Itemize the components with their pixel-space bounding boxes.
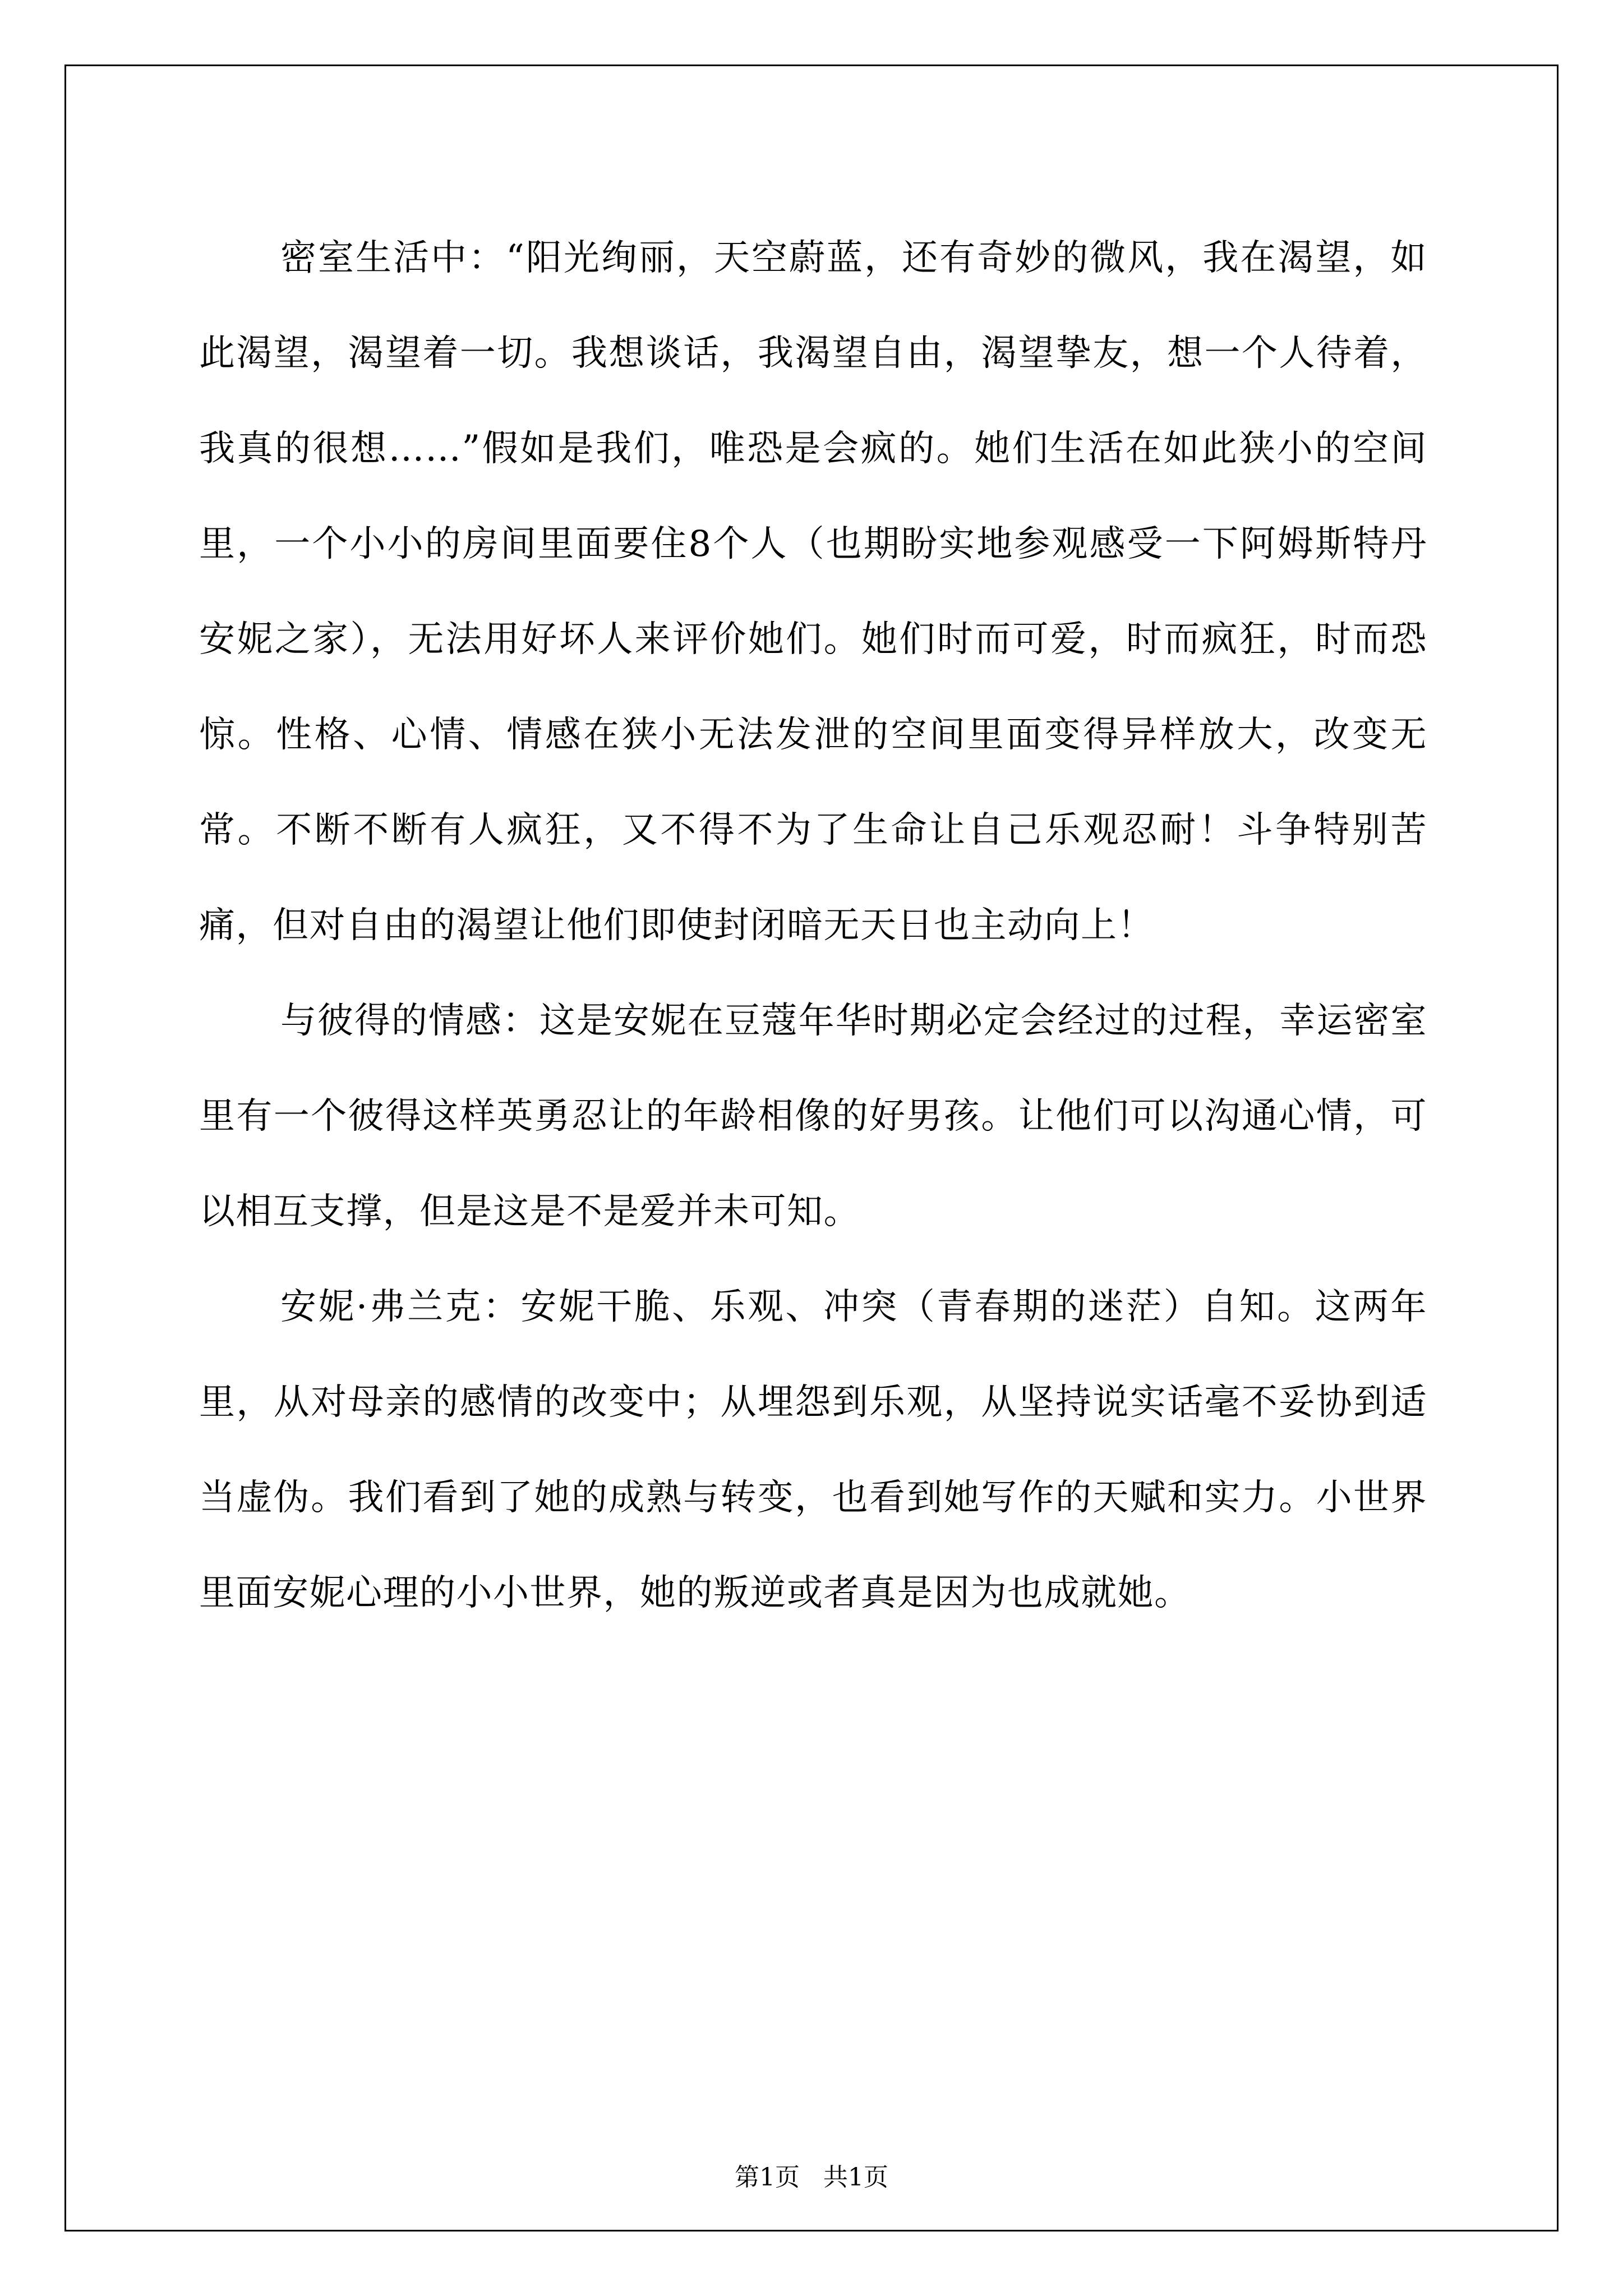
document-body [199, 210, 1427, 1641]
paragraph-secret-annex-life: 密室生活中：“阳光绚丽，天空蔚蓝，还有奇妙的微风，我在渴望，如此渴望，渴望着一切。我想谈话，我渴望自由，渴望挚友，想一个人待着，我真的很想……”假如是我们，唯恐是会疯的。她们生活在如此狭小的空间里，一个小小的房间里面要住8个人（也期盼实地参观感受一下阿姆斯特丹安妮之家），无法用好坏人来评价她们。她们时而可爱，时而疯狂，时而恐惊。性格、心情、情感在狭小无法发泄的空间里面变得异样放大，改变无常。不断不断有人疯狂，又不得不为了生命让自己乐观忍耐！斗争特别苦痛，但对自由的渴望让他们即使封闭暗无天日也主动向上！ [199, 237, 1427, 946]
page-number-footer: 第1页 共1页 [735, 2163, 888, 2192]
paragraph-peter-relationship: 与彼得的情感：这是安妮在豆蔻年华时期必定会经过的过程，幸运密室里有一个彼得这样英勇忍让的年龄相像的好男孩。让他们可以沟通心情，可以相互支撑，但是这是不是爱并未可知。 [199, 1000, 1427, 1232]
paragraph-anne-frank: 安妮·弗兰克：安妮干脆、乐观、冲突（青春期的迷茫）自知。这两年里，从对母亲的感情的改变中；从埋怨到乐观，从坚持说实话毫不妥协到适当虚伪。我们看到了她的成熟与转变，也看到她写作的天赋和实力。小世界里面安妮心理的小小世界，她的叛逆或者真是因为也成就她。 [199, 1286, 1427, 1614]
